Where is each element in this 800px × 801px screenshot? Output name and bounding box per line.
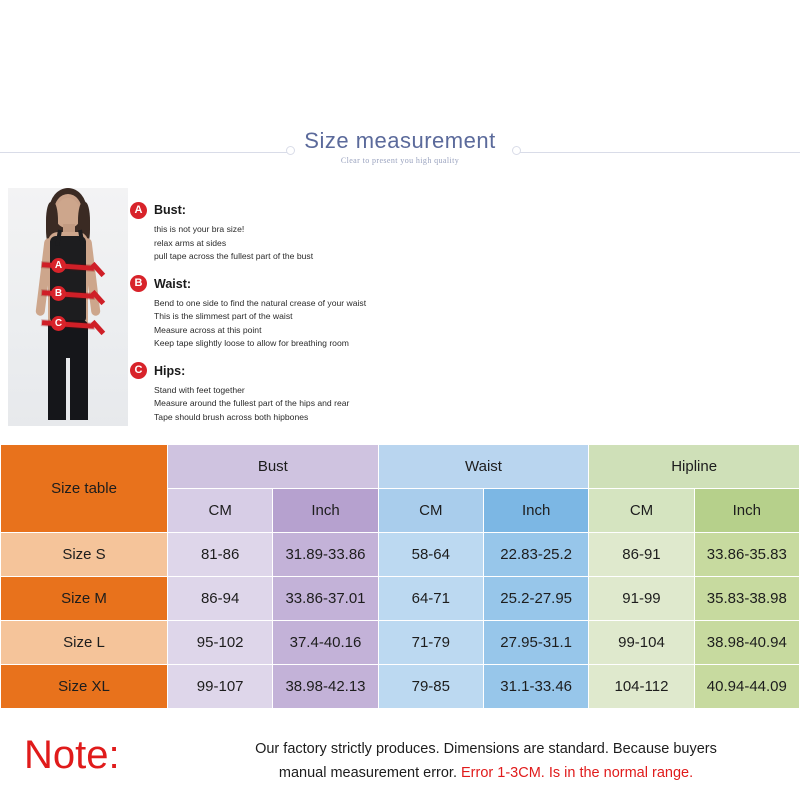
page-title: Size measurement: [304, 128, 496, 153]
cell-waist-inch: 25.2-27.95: [483, 577, 588, 621]
note-label: Note:: [24, 733, 120, 777]
row-label-size-s: Size S: [1, 533, 168, 577]
note-body: [186, 737, 786, 785]
measurement-instructions: [130, 200, 550, 434]
instruction-line: pull tape across the fullest part of the bust: [154, 251, 314, 261]
group-header-bust: Bust: [168, 445, 379, 489]
instruction-hips-title: Hips:: [154, 363, 186, 378]
row-label-size-xl: Size XL: [1, 665, 168, 709]
instruction-line: This is the slimmest part of the waist: [154, 311, 293, 321]
model-photo: [8, 188, 128, 426]
unit-header-bust-cm: CM: [168, 489, 273, 533]
cell-bust-cm: 95-102: [168, 621, 273, 665]
cell-waist-inch: 27.95-31.1: [483, 621, 588, 665]
instruction-line: this is not your bra size!: [154, 224, 245, 234]
table-row: [1, 533, 800, 577]
cell-waist-cm: 79-85: [378, 665, 483, 709]
cell-bust-inch: 38.98-42.13: [273, 665, 378, 709]
cell-hip-cm: 86-91: [589, 533, 694, 577]
instruction-hips-header: [130, 361, 550, 381]
size-table: [0, 444, 800, 709]
instruction-line: Keep tape slightly loose to allow for breathing room: [154, 338, 349, 348]
instruction-hips-lines: [130, 384, 550, 425]
cell-hip-inch: 33.86-35.83: [694, 533, 799, 577]
unit-header-waist-inch: Inch: [483, 489, 588, 533]
cell-hip-inch: 38.98-40.94: [694, 621, 799, 665]
cell-waist-cm: 64-71: [378, 577, 483, 621]
size-table-wrapper: [0, 444, 800, 709]
unit-header-hip-cm: CM: [589, 489, 694, 533]
note-section: [0, 722, 800, 801]
photo-badge-c: C: [51, 316, 66, 331]
unit-header-waist-cm: CM: [378, 489, 483, 533]
table-row: [1, 621, 800, 665]
table-row: [1, 665, 800, 709]
note-line-2-highlight: Error 1-3CM. Is in the normal range.: [461, 765, 694, 781]
cell-bust-cm: 81-86: [168, 533, 273, 577]
instruction-waist-header: [130, 274, 550, 294]
badge-b-icon: B: [130, 275, 147, 292]
page-subtitle: Clear to present you high quality: [340, 156, 460, 165]
instruction-hips: [130, 361, 550, 425]
instruction-line: Stand with feet together: [154, 384, 245, 395]
table-row: [1, 577, 800, 621]
size-table-corner-label: Size table: [1, 445, 168, 533]
instruction-line: Measure across at this point: [154, 324, 262, 335]
cell-bust-inch: 37.4-40.16: [273, 621, 378, 665]
instruction-bust-header: [130, 200, 550, 220]
instruction-line: Measure around the fullest part of the hips and rear: [154, 398, 350, 408]
cell-waist-cm: 71-79: [378, 621, 483, 665]
table-header-row-groups: [1, 445, 800, 489]
instruction-line: Tape should brush across both hipbones: [154, 411, 309, 422]
cell-bust-cm: 86-94: [168, 577, 273, 621]
instruction-bust-title: Bust:: [154, 203, 186, 217]
unit-header-hip-inch: Inch: [694, 489, 799, 533]
cell-bust-cm: 99-107: [168, 665, 273, 709]
cell-hip-inch: 40.94-44.09: [694, 665, 799, 709]
photo-badge-b: B: [51, 286, 66, 301]
instruction-line: Bend to one side to find the natural crease of your waist: [154, 297, 367, 308]
note-line-1: Our factory strictly produces. Dimensions are standard. Because buyers: [255, 741, 717, 757]
badge-a-icon: A: [130, 202, 147, 219]
group-header-waist: Waist: [378, 445, 589, 489]
row-label-size-l: Size L: [1, 621, 168, 665]
cell-hip-cm: 99-104: [589, 621, 694, 665]
cell-waist-cm: 58-64: [378, 533, 483, 577]
instruction-bust-lines: [130, 223, 550, 264]
group-header-hipline: Hipline: [589, 445, 800, 489]
cell-bust-inch: 33.86-37.01: [273, 577, 378, 621]
model-leg-gap: [66, 358, 70, 420]
photo-badge-a: A: [51, 258, 66, 273]
cell-hip-inch: 35.83-38.98: [694, 577, 799, 621]
cell-hip-cm: 104-112: [589, 665, 694, 709]
cell-waist-inch: 22.83-25.2: [483, 533, 588, 577]
unit-header-bust-inch: Inch: [273, 489, 378, 533]
instruction-waist-title: Waist:: [154, 276, 192, 291]
row-label-size-m: Size M: [1, 577, 168, 621]
cell-hip-cm: 91-99: [589, 577, 694, 621]
instruction-line: relax arms at sides: [154, 237, 227, 248]
note-line-2-prefix: manual measurement error.: [278, 765, 462, 781]
instruction-waist: [130, 274, 550, 351]
instruction-bust: [130, 200, 550, 264]
badge-c-icon: C: [130, 362, 147, 379]
model-camisole: [50, 236, 86, 322]
instruction-waist-lines: [130, 297, 550, 351]
header: [0, 128, 800, 188]
cell-waist-inch: 31.1-33.46: [483, 665, 588, 709]
cell-bust-inch: 31.89-33.86: [273, 533, 378, 577]
